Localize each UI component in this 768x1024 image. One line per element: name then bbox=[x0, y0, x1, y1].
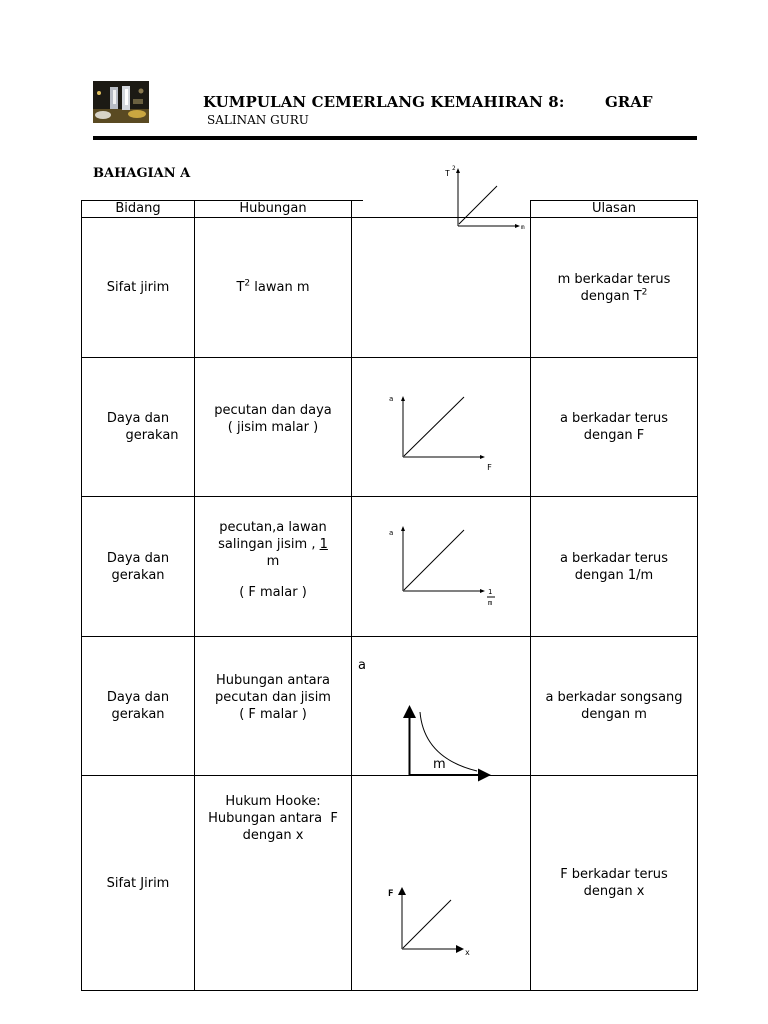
row4-graph-x-label: m bbox=[433, 757, 446, 772]
row3-bidang: Daya dan gerakan bbox=[106, 550, 170, 583]
row5-graph bbox=[380, 880, 480, 960]
row4-graph bbox=[352, 650, 502, 786]
row2-hubungan: pecutan dan daya ( jisim malar ) bbox=[214, 403, 332, 435]
row3-hubungan: pecutan,a lawan salingan jisim , 1 m ( F malar ) bbox=[218, 519, 328, 600]
row3-graph-y-label: a bbox=[389, 529, 394, 537]
section-label: BAHAGIAN A bbox=[93, 166, 191, 181]
header-hubungan: Hubungan bbox=[239, 201, 307, 216]
row2-graph-y-label: a bbox=[389, 395, 394, 403]
row5-bidang: Sifat Jirim bbox=[106, 875, 170, 891]
row5-graph-y-label: F bbox=[388, 889, 394, 899]
row4-bidang: Daya dan gerakan bbox=[106, 690, 170, 722]
page-title: KUMPULAN CEMERLANG KEMAHIRAN 8: bbox=[203, 93, 565, 111]
row1-ulasan: m berkadar terus dengan $T^2$ bbox=[557, 271, 671, 304]
row5-hubungan: Hukum Hooke: Hubungan antara F dengan x bbox=[208, 794, 338, 843]
page-title-topic: GRAF bbox=[605, 93, 653, 111]
row3-graph-x-den: m bbox=[488, 599, 493, 607]
row1-graph-y-label: T bbox=[445, 169, 450, 178]
row4-ulasan: a berkadar songsang dengan m bbox=[545, 690, 683, 722]
page-subtitle: SALINAN GURU bbox=[207, 113, 309, 127]
row1-graph-x-label: m bbox=[521, 224, 525, 231]
row1-hubungan: $T^2$ lawan m bbox=[236, 278, 310, 295]
row4-hubungan: Hubungan antara pecutan dan jisim ( F malar ) bbox=[215, 672, 331, 722]
row3-graph bbox=[385, 518, 505, 613]
row2-ulasan: a berkadar terus dengan F bbox=[559, 411, 669, 443]
header-bidang: Bidang bbox=[115, 201, 161, 216]
row2-graph-x-label: F bbox=[487, 463, 492, 472]
row5-graph-x-label: x bbox=[465, 948, 470, 957]
header-ulasan: Ulasan bbox=[591, 201, 637, 216]
row1-graph bbox=[440, 160, 530, 232]
row5-ulasan: F berkadar terus dengan x bbox=[560, 867, 668, 899]
row4-graph-y-label: a bbox=[358, 658, 366, 673]
row1-graph-y-sup: 2 bbox=[452, 165, 456, 172]
row2-bidang: Daya dan gerakan bbox=[106, 411, 179, 443]
row2-graph bbox=[385, 388, 500, 478]
row3-ulasan: a berkadar terus dengan 1/m bbox=[559, 550, 669, 583]
row1-bidang: Sifat jirim bbox=[106, 280, 170, 295]
row3-graph-x-num: 1 bbox=[488, 588, 493, 596]
